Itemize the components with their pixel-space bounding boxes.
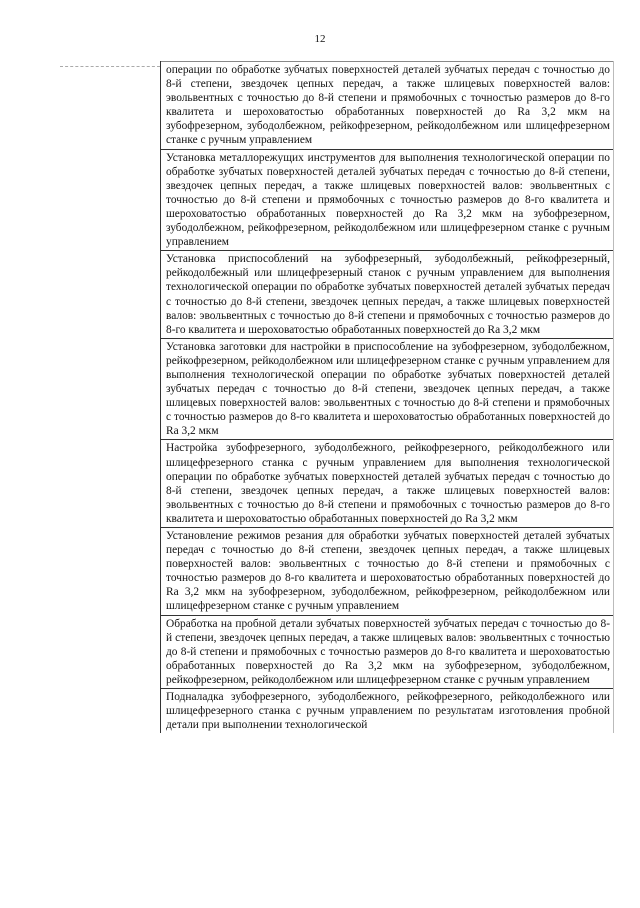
- row-text: Обработка на пробной детали зубчатых поверхностей зубчатых передач с точностью до 8-й степени, звездочек цепных передач, а также шлицевых валов: эвольвентных с точностью до 8-й степени и прямобочных с точностью размеров до 8-го квалитета и шероховатостью обработанных поверхностей до Ra 3,2 мкм на зубофрезерном, зубодолбежном, рейкофрезерном, рейкодолбежном или шлицефрезерном станке с ручным управлением: [166, 617, 610, 686]
- table-row: [161, 251, 613, 339]
- table-row: [161, 528, 613, 616]
- table-row: [161, 339, 613, 441]
- labor-functions-table: [160, 61, 614, 733]
- row-text: Установка заготовки для настройки в приспособление на зубофрезерном, зубодолбежном, рейкофрезерном, рейкодолбежном или шлицефрезерном станке с ручным управлением для выполнения технологической операции по обработке зубчатых поверхностей деталей зубчатых передач с точностью до 8-й степени, звездочек цепных передач, а также шлицевых поверхностей валов: эвольвентных с точностью до 8-й степени и прямобочных с точностью размеров до 8-го квалитета и шероховатостью обработанных поверхностей до Ra 3,2 мкм: [166, 340, 610, 438]
- row-text: Настройка зубофрезерного, зубодолбежного, рейкофрезерного, рейкодолбежного или шлицефрезерного станка с ручным управлением для выполнения технологической операции по обработке зубчатых поверхностей деталей зубчатых передач с точностью до 8-й степени, звездочек цепных передач, а также шлицевых поверхностей валов: эвольвентных с точностью до 8-й степени и прямобочных с точностью размеров до 8-го квалитета и шероховатостью обработанных поверхностей до Ra 3,2 мкм: [166, 442, 610, 525]
- table-row: [161, 616, 613, 689]
- table-row: [161, 440, 613, 528]
- row-text: Подналадка зубофрезерного, зубодолбежного, рейкофрезерного, рейкодолбежного или шлицефрезерного станка с ручным управлением по результатам изготовления пробной детали при выполнении технологической: [166, 691, 610, 732]
- row-text: Установка металлорежущих инструментов для выполнения технологической операции по обработке зубчатых поверхностей деталей зубчатых передач с точностью до 8-й степени, звездочек цепных передач, а также шлицевых поверхностей валов: эвольвентных с точностью до 8-й степени и прямобочных с точностью размеров до 8-го квалитета и шероховатостью обработанных поверхностей до Ra 3,2 мкм на зубофрезерном, зубодолбежном, рейкофрезерном, рейкодолбежном или шлицефрезерном станке с ручным управлением: [166, 151, 610, 249]
- table-row: [161, 150, 613, 252]
- table-row: [161, 689, 613, 733]
- row-text: операции по обработке зубчатых поверхностей деталей зубчатых передач с точностью до 8-й степени, звездочек цепных передач, а также шлицевых поверхностей валов: эвольвентных с точностью до 8-й степени и прямобочных с точностью размеров до 8-го квалитета и шероховатостью обработанных поверхностей до Ra 3,2 мкм на зубофрезерном, зубодолбежном, рейкофрезерном, рейкодолбежном или шлицефрезерном станке с ручным управлением: [166, 64, 610, 147]
- table-row: [161, 61, 613, 150]
- page-number: 12: [314, 33, 326, 45]
- row-text: Установка приспособлений на зубофрезерный, зубодолбежный, рейкофрезерный, рейкодолбежный или шлицефрезерный станок с ручным управлением для выполнения технологической операции по обработке зубчатых поверхностей деталей зубчатых передач с точностью до 8-й степени, звездочек цепных передач, а также шлицевых поверхностей валов: эвольвентных с точностью до 8-й степени и прямобочных с точностью размеров до 8-го квалитета и шероховатостью обработанных поверхностей до Ra 3,2 мкм: [166, 253, 610, 336]
- left-column-divider: [60, 66, 160, 67]
- row-text: Установление режимов резания для обработки зубчатых поверхностей деталей зубчатых передач с точностью до 8-й степени, звездочек цепных передач, а также шлицевых поверхностей валов: эвольвентных с точностью до 8-й степени и прямобочных с точностью размеров до 8-го квалитета и шероховатостью обработанных поверхностей до Ra 3,2 мкм на зубофрезерном, зубодолбежном, рейкофрезерном, рейкодолбежном или шлицефрезерном станке с ручным управлением: [166, 530, 610, 613]
